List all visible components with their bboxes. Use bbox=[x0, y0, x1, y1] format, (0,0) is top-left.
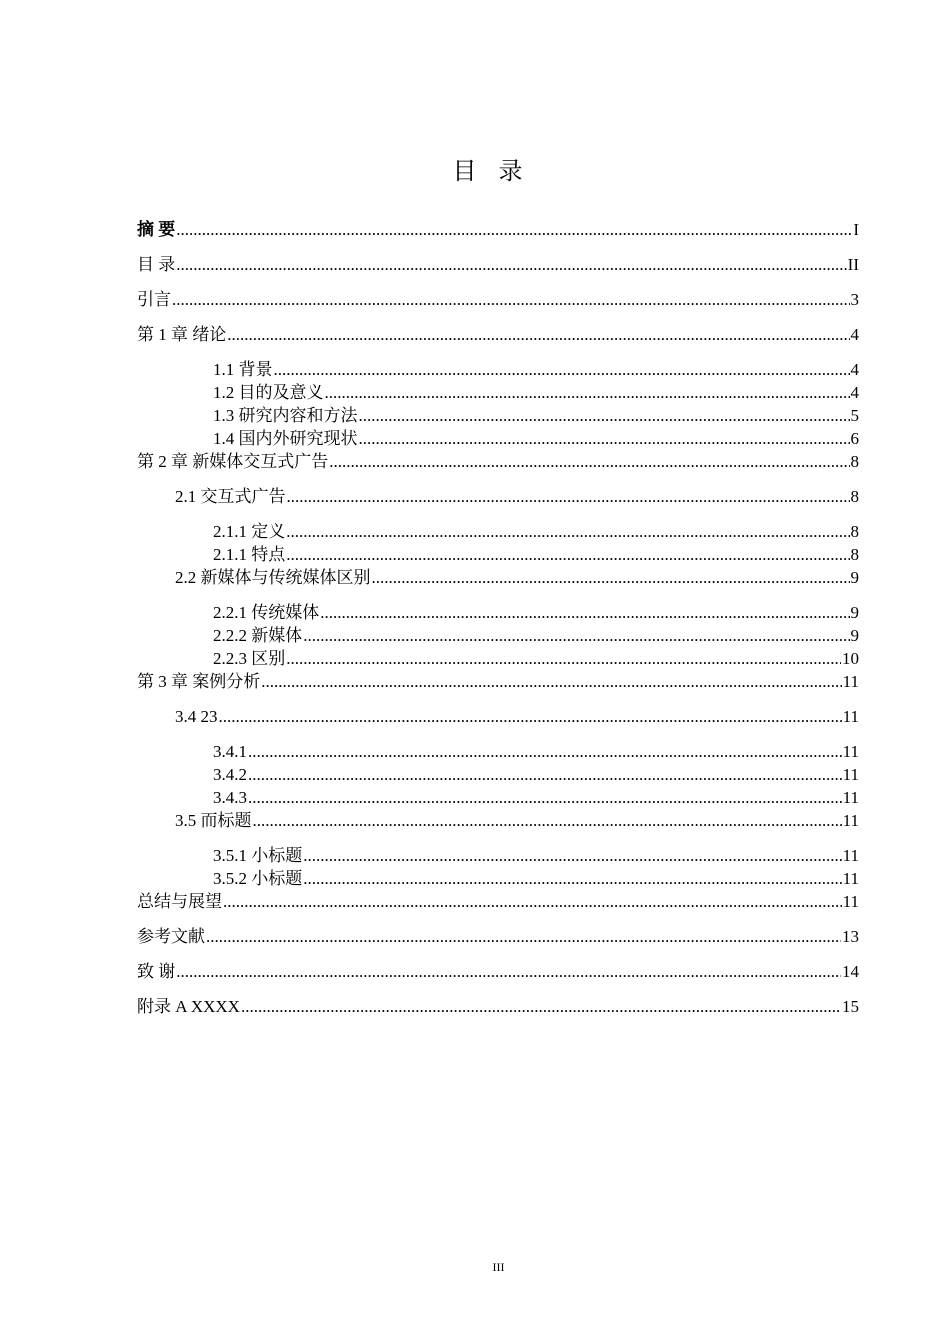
toc-entry-label: 1.1 背景 bbox=[213, 360, 273, 379]
toc-entry-1-4[interactable] bbox=[137, 427, 859, 450]
toc-entry-label: 2.2.3 区别 bbox=[213, 649, 286, 668]
toc-entry-3-5-1[interactable] bbox=[137, 844, 859, 867]
toc-entry-2-2-3[interactable] bbox=[137, 647, 859, 670]
toc-entry-label: 3.4.1 bbox=[213, 742, 247, 761]
toc-entry-label: 1.2 目的及意义 bbox=[213, 383, 324, 402]
toc-entry-label: 1.3 研究内容和方法 bbox=[213, 406, 358, 425]
toc-entry-label: 3.5 而标题 bbox=[175, 811, 252, 830]
toc-entry-label: 3.5.1 小标题 bbox=[213, 846, 303, 865]
toc-entry-page: 4 bbox=[850, 383, 859, 402]
toc-entry-label: 第 1 章 绪论 bbox=[137, 325, 227, 344]
toc-entry-page: 8 bbox=[850, 545, 859, 564]
page-title: 目录 bbox=[452, 157, 545, 185]
toc-entry-3-4-3[interactable] bbox=[137, 786, 859, 809]
toc-leader-dots bbox=[172, 288, 850, 311]
toc-entry-page: 13 bbox=[842, 927, 859, 946]
toc-leader-dots bbox=[359, 404, 850, 427]
toc-leader-dots bbox=[253, 809, 842, 832]
toc-entry-3-5[interactable] bbox=[137, 809, 859, 832]
toc-entry-chapter-3[interactable] bbox=[137, 670, 859, 693]
toc-entry-label: 引言 bbox=[137, 290, 171, 309]
toc-leader-dots bbox=[248, 786, 842, 809]
toc-entry-page: 10 bbox=[842, 649, 859, 668]
toc-entry-page: 9 bbox=[850, 603, 859, 622]
toc-leader-dots bbox=[359, 427, 850, 450]
toc-leader-dots bbox=[176, 218, 852, 241]
toc-entry-2-1[interactable] bbox=[137, 485, 859, 508]
toc-entry-page: 14 bbox=[842, 962, 859, 981]
toc-leader-dots bbox=[320, 601, 849, 624]
toc-leader-dots bbox=[274, 358, 850, 381]
toc-entry-chapter-1[interactable] bbox=[137, 323, 859, 346]
toc-entry-2-1-1[interactable] bbox=[137, 520, 859, 543]
toc-leader-dots bbox=[325, 381, 850, 404]
toc-entry-page: 8 bbox=[850, 487, 859, 506]
toc-entry-page: 11 bbox=[842, 846, 859, 865]
toc-leader-dots bbox=[176, 253, 846, 276]
toc-entry-page: 9 bbox=[850, 568, 859, 587]
toc-leader-dots bbox=[286, 647, 841, 670]
toc-entry-label: 总结与展望 bbox=[137, 892, 222, 911]
toc-leader-dots bbox=[286, 543, 849, 566]
toc-leader-dots bbox=[287, 485, 850, 508]
toc-leader-dots bbox=[372, 566, 850, 589]
toc-entry-appendix-a[interactable] bbox=[137, 995, 859, 1018]
toc-entry-label: 3.4.2 bbox=[213, 765, 247, 784]
toc-entry-page: 11 bbox=[842, 892, 859, 911]
toc-entry-label: 2.2 新媒体与传统媒体区别 bbox=[175, 568, 371, 587]
toc-leader-dots bbox=[241, 995, 841, 1018]
toc-entry-label: 2.1.1 定义 bbox=[213, 522, 286, 541]
toc-entry-2-2[interactable] bbox=[137, 566, 859, 589]
toc-entry-conclusion[interactable] bbox=[137, 890, 859, 913]
toc-leader-dots bbox=[286, 520, 849, 543]
toc-entry-page: 6 bbox=[850, 429, 859, 448]
toc-leader-dots bbox=[206, 925, 841, 948]
toc-entry-label: 2.2.2 新媒体 bbox=[213, 626, 303, 645]
toc-entry-label: 2.1.1 特点 bbox=[213, 545, 286, 564]
toc-entry-1-2[interactable] bbox=[137, 381, 859, 404]
toc-entry-page: 11 bbox=[842, 707, 859, 726]
toc-entry-label: 3.4 23 bbox=[175, 707, 218, 726]
toc-entry-label: 1.4 国内外研究现状 bbox=[213, 429, 358, 448]
toc-entry-page: 11 bbox=[842, 788, 859, 807]
toc-entry-acknowledgements[interactable] bbox=[137, 960, 859, 983]
toc-entry-label: 3.5.2 小标题 bbox=[213, 869, 303, 888]
toc-entry-page: 8 bbox=[850, 452, 859, 471]
toc-entry-2-2-2[interactable] bbox=[137, 624, 859, 647]
toc-entry-page: 8 bbox=[850, 522, 859, 541]
toc-entry-page: 11 bbox=[842, 811, 859, 830]
toc-entry-page: 5 bbox=[850, 406, 859, 425]
toc-entry-page: II bbox=[847, 255, 859, 274]
toc-entry-page: 4 bbox=[850, 325, 859, 344]
toc-entry-page: 11 bbox=[842, 672, 859, 691]
toc-entry-abstract[interactable] bbox=[137, 218, 859, 241]
toc-leader-dots bbox=[303, 844, 841, 867]
toc-leader-dots bbox=[176, 960, 841, 983]
toc-entry-page: 3 bbox=[850, 290, 859, 309]
toc-entry-page: 4 bbox=[850, 360, 859, 379]
toc-leader-dots bbox=[261, 670, 841, 693]
toc-entry-page: 9 bbox=[850, 626, 859, 645]
toc-entry-label: 第 2 章 新媒体交互式广告 bbox=[137, 452, 329, 471]
toc-entry-page: 11 bbox=[842, 742, 859, 761]
table-of-contents bbox=[137, 218, 859, 1018]
toc-entry-label: 3.4.3 bbox=[213, 788, 247, 807]
toc-entry-label: 附录 A XXXX bbox=[137, 997, 240, 1016]
toc-entry-label: 2.1 交互式广告 bbox=[175, 487, 286, 506]
toc-leader-dots bbox=[303, 867, 841, 890]
toc-leader-dots bbox=[303, 624, 849, 647]
toc-entry-3-4-2[interactable] bbox=[137, 763, 859, 786]
toc-entry-label: 致 谢 bbox=[137, 962, 176, 981]
toc-entry-references[interactable] bbox=[137, 925, 859, 948]
toc-entry-label: 目 录 bbox=[137, 255, 176, 274]
toc-leader-dots bbox=[248, 763, 842, 786]
page-number: III bbox=[492, 1260, 505, 1274]
toc-entry-1-3[interactable] bbox=[137, 404, 859, 427]
toc-entry-page: 15 bbox=[842, 997, 859, 1016]
toc-entry-3-4[interactable] bbox=[137, 705, 859, 728]
toc-entry-label: 参考文献 bbox=[137, 927, 205, 946]
toc-entry-introduction[interactable] bbox=[137, 288, 859, 311]
toc-entry-label: 第 3 章 案例分析 bbox=[137, 672, 261, 691]
toc-entry-3-5-2[interactable] bbox=[137, 867, 859, 890]
toc-entry-2-2-1[interactable] bbox=[137, 601, 859, 624]
toc-entry-1-1[interactable] bbox=[137, 358, 859, 381]
toc-entry-2-1-1-b[interactable] bbox=[137, 543, 859, 566]
toc-entry-contents[interactable] bbox=[137, 253, 859, 276]
toc-entry-3-4-1[interactable] bbox=[137, 740, 859, 763]
toc-entry-label: 摘 要 bbox=[137, 220, 176, 239]
toc-entry-chapter-2[interactable] bbox=[137, 450, 859, 473]
toc-leader-dots bbox=[329, 450, 849, 473]
toc-leader-dots bbox=[248, 740, 842, 763]
toc-leader-dots bbox=[223, 890, 842, 913]
toc-entry-label: 2.2.1 传统媒体 bbox=[213, 603, 320, 622]
toc-entry-page: 11 bbox=[842, 765, 859, 784]
toc-leader-dots bbox=[227, 323, 849, 346]
toc-leader-dots bbox=[219, 705, 842, 728]
toc-entry-page: 11 bbox=[842, 869, 859, 888]
toc-entry-page: I bbox=[853, 220, 859, 239]
